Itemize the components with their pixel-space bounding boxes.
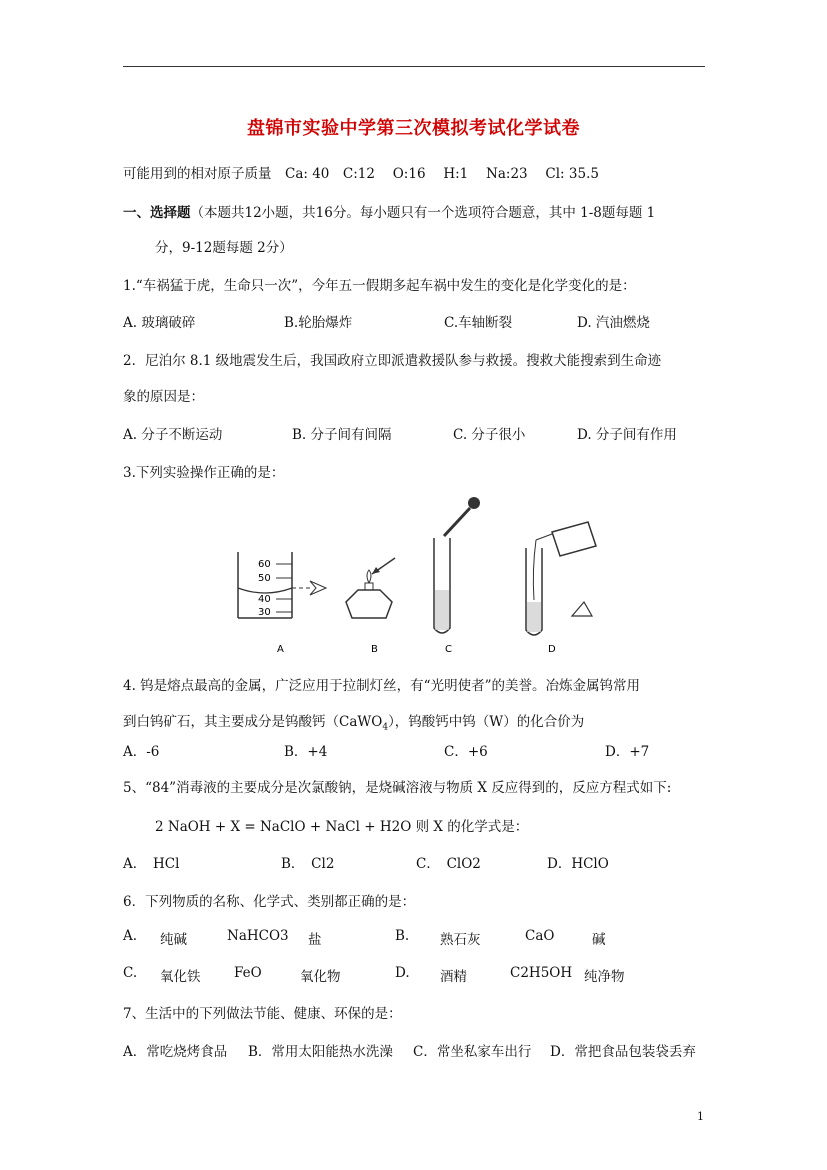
question-5-stem: 5、“84”消毒液的主要成分是次氯酸钠，是烧碱溶液与物质 X 反应得到的，反应方程式如下: (123, 780, 672, 796)
q7-option-b: B．常用太阳能热水洗澡 (248, 1044, 393, 1060)
q5-option-c: C． ClO2 (416, 856, 481, 872)
question-3-stem: 3.下列实验操作正确的是： (123, 465, 285, 481)
q6-row1-formula-b: CaO (525, 928, 555, 944)
q6-row1-label-b: B. (395, 928, 410, 944)
section-heading-line (123, 201, 655, 221)
q7-option-d: D．常把食品包装袋丢弃 (550, 1044, 696, 1060)
question-1-stem: 1.“车祸猛于虎，生命只一次”，今年五一假期多起车祸中发生的变化是化学变化的是： (123, 278, 636, 294)
scale-60: 60 (258, 559, 271, 570)
q6-row1-name-a: 纯碱 (160, 932, 187, 948)
q1-option-d: D. 汽油燃烧 (577, 315, 650, 331)
figure-label-b: B (371, 644, 378, 655)
atomic-masses: 可能用到的相对原子质量 Ca: 40 C:12 O:16 H:1 Na:23 Cl: 35.5 (123, 166, 599, 182)
figure-d-pouring (526, 522, 596, 655)
question-5-equation: 2 NaOH + X = NaClO + NaCl + H2O 则 X 的化学式是： (155, 819, 529, 835)
q6-row2-class-d: 纯净物 (584, 969, 625, 985)
q4-option-a: A．-6 (123, 744, 160, 760)
question-2-stem-cont: 象的原因是： (123, 389, 204, 405)
figure-c-test-tube (434, 497, 480, 655)
q6-row2-label-c: C. (123, 965, 138, 981)
q6-row2-formula-c: FeO (234, 965, 262, 981)
question-2-stem: 2．尼泊尔 8.1 级地震发生后，我国政府立即派遣救援队参与救援。搜救犬能搜索到生命迹 (123, 353, 662, 369)
figure-a-cylinder (238, 552, 326, 655)
lab-operations-figure (230, 490, 620, 655)
q6-row2-label-d: D. (395, 965, 410, 981)
scale-30: 30 (258, 607, 271, 618)
scale-50: 50 (258, 573, 271, 584)
q2-option-d: D. 分子间有作用 (577, 427, 677, 443)
q6-row1-label-a: A. (123, 928, 138, 944)
question-4-stem: 4. 钨是熔点最高的金属，广泛应用于拉制灯丝，有“光明使者”的美誉。冶炼金属钨常用 (123, 678, 640, 694)
question-6-stem: 6．下列物质的名称、化学式、类别都正确的是： (123, 894, 416, 910)
q6-row1-class-a: 盐 (308, 932, 322, 948)
q6-row1-name-b: 熟石灰 (440, 932, 481, 948)
q4-option-c: C．+6 (444, 744, 488, 760)
header-rule (123, 66, 705, 67)
q1-option-b: B.轮胎爆炸 (284, 315, 353, 331)
figure-b-alcohol-lamp (346, 558, 395, 655)
q4-text-post: ），钨酸钙中钨（W）的化合价为 (388, 714, 585, 730)
q4-option-d: D．+7 (605, 744, 650, 760)
page-title: 盘锦市实验中学第三次模拟考试化学试卷 (247, 118, 580, 139)
figure-label-a: A (277, 644, 284, 655)
page-number: 1 (697, 1110, 704, 1123)
q6-row2-formula-d: C2H5OH (510, 965, 573, 981)
section-note: （本题共12小题，共16分。每小题只有一个选项符合题意，其中 1-8题每题 1 (190, 205, 656, 221)
q5-option-d: D．HClO (547, 856, 609, 872)
q6-row2-name-d: 酒精 (440, 969, 467, 985)
q5-option-a: A． HCl (123, 856, 180, 872)
figure-label-c: C (445, 644, 452, 655)
q5-option-b: B． Cl2 (281, 856, 335, 872)
q2-option-c: C. 分子很小 (453, 427, 526, 443)
q2-option-b: B. 分子间有间隔 (292, 427, 392, 443)
q4-text-pre: 到白钨矿石，其主要成分是钨酸钙（CaWO (123, 714, 383, 730)
q6-row2-name-c: 氧化铁 (160, 969, 201, 985)
q4-subscript: 4 (382, 722, 389, 733)
q7-option-c: C．常坐私家车出行 (413, 1044, 532, 1060)
q2-option-a: A. 分子不断运动 (123, 427, 223, 443)
figure-label-d: D (548, 644, 556, 655)
scale-40: 40 (258, 594, 271, 605)
q4-option-b: B．+4 (284, 744, 328, 760)
section-heading: 一、选择题 (123, 205, 191, 221)
q7-option-a: A．常吃烧烤食品 (123, 1044, 228, 1060)
q1-option-a: A. 玻璃破碎 (123, 315, 196, 331)
question-7-stem: 7、生活中的下列做法节能、健康、环保的是： (123, 1006, 402, 1022)
question-4-stem-cont (123, 710, 584, 733)
section-note-cont: 分，9-12题每题 2分） (155, 240, 293, 256)
q6-row1-class-b: 碱 (592, 932, 606, 948)
q6-row2-class-c: 氧化物 (300, 969, 341, 985)
q1-option-c: C.车轴断裂 (444, 315, 513, 331)
q6-row1-formula-a: NaHCO3 (227, 928, 289, 944)
